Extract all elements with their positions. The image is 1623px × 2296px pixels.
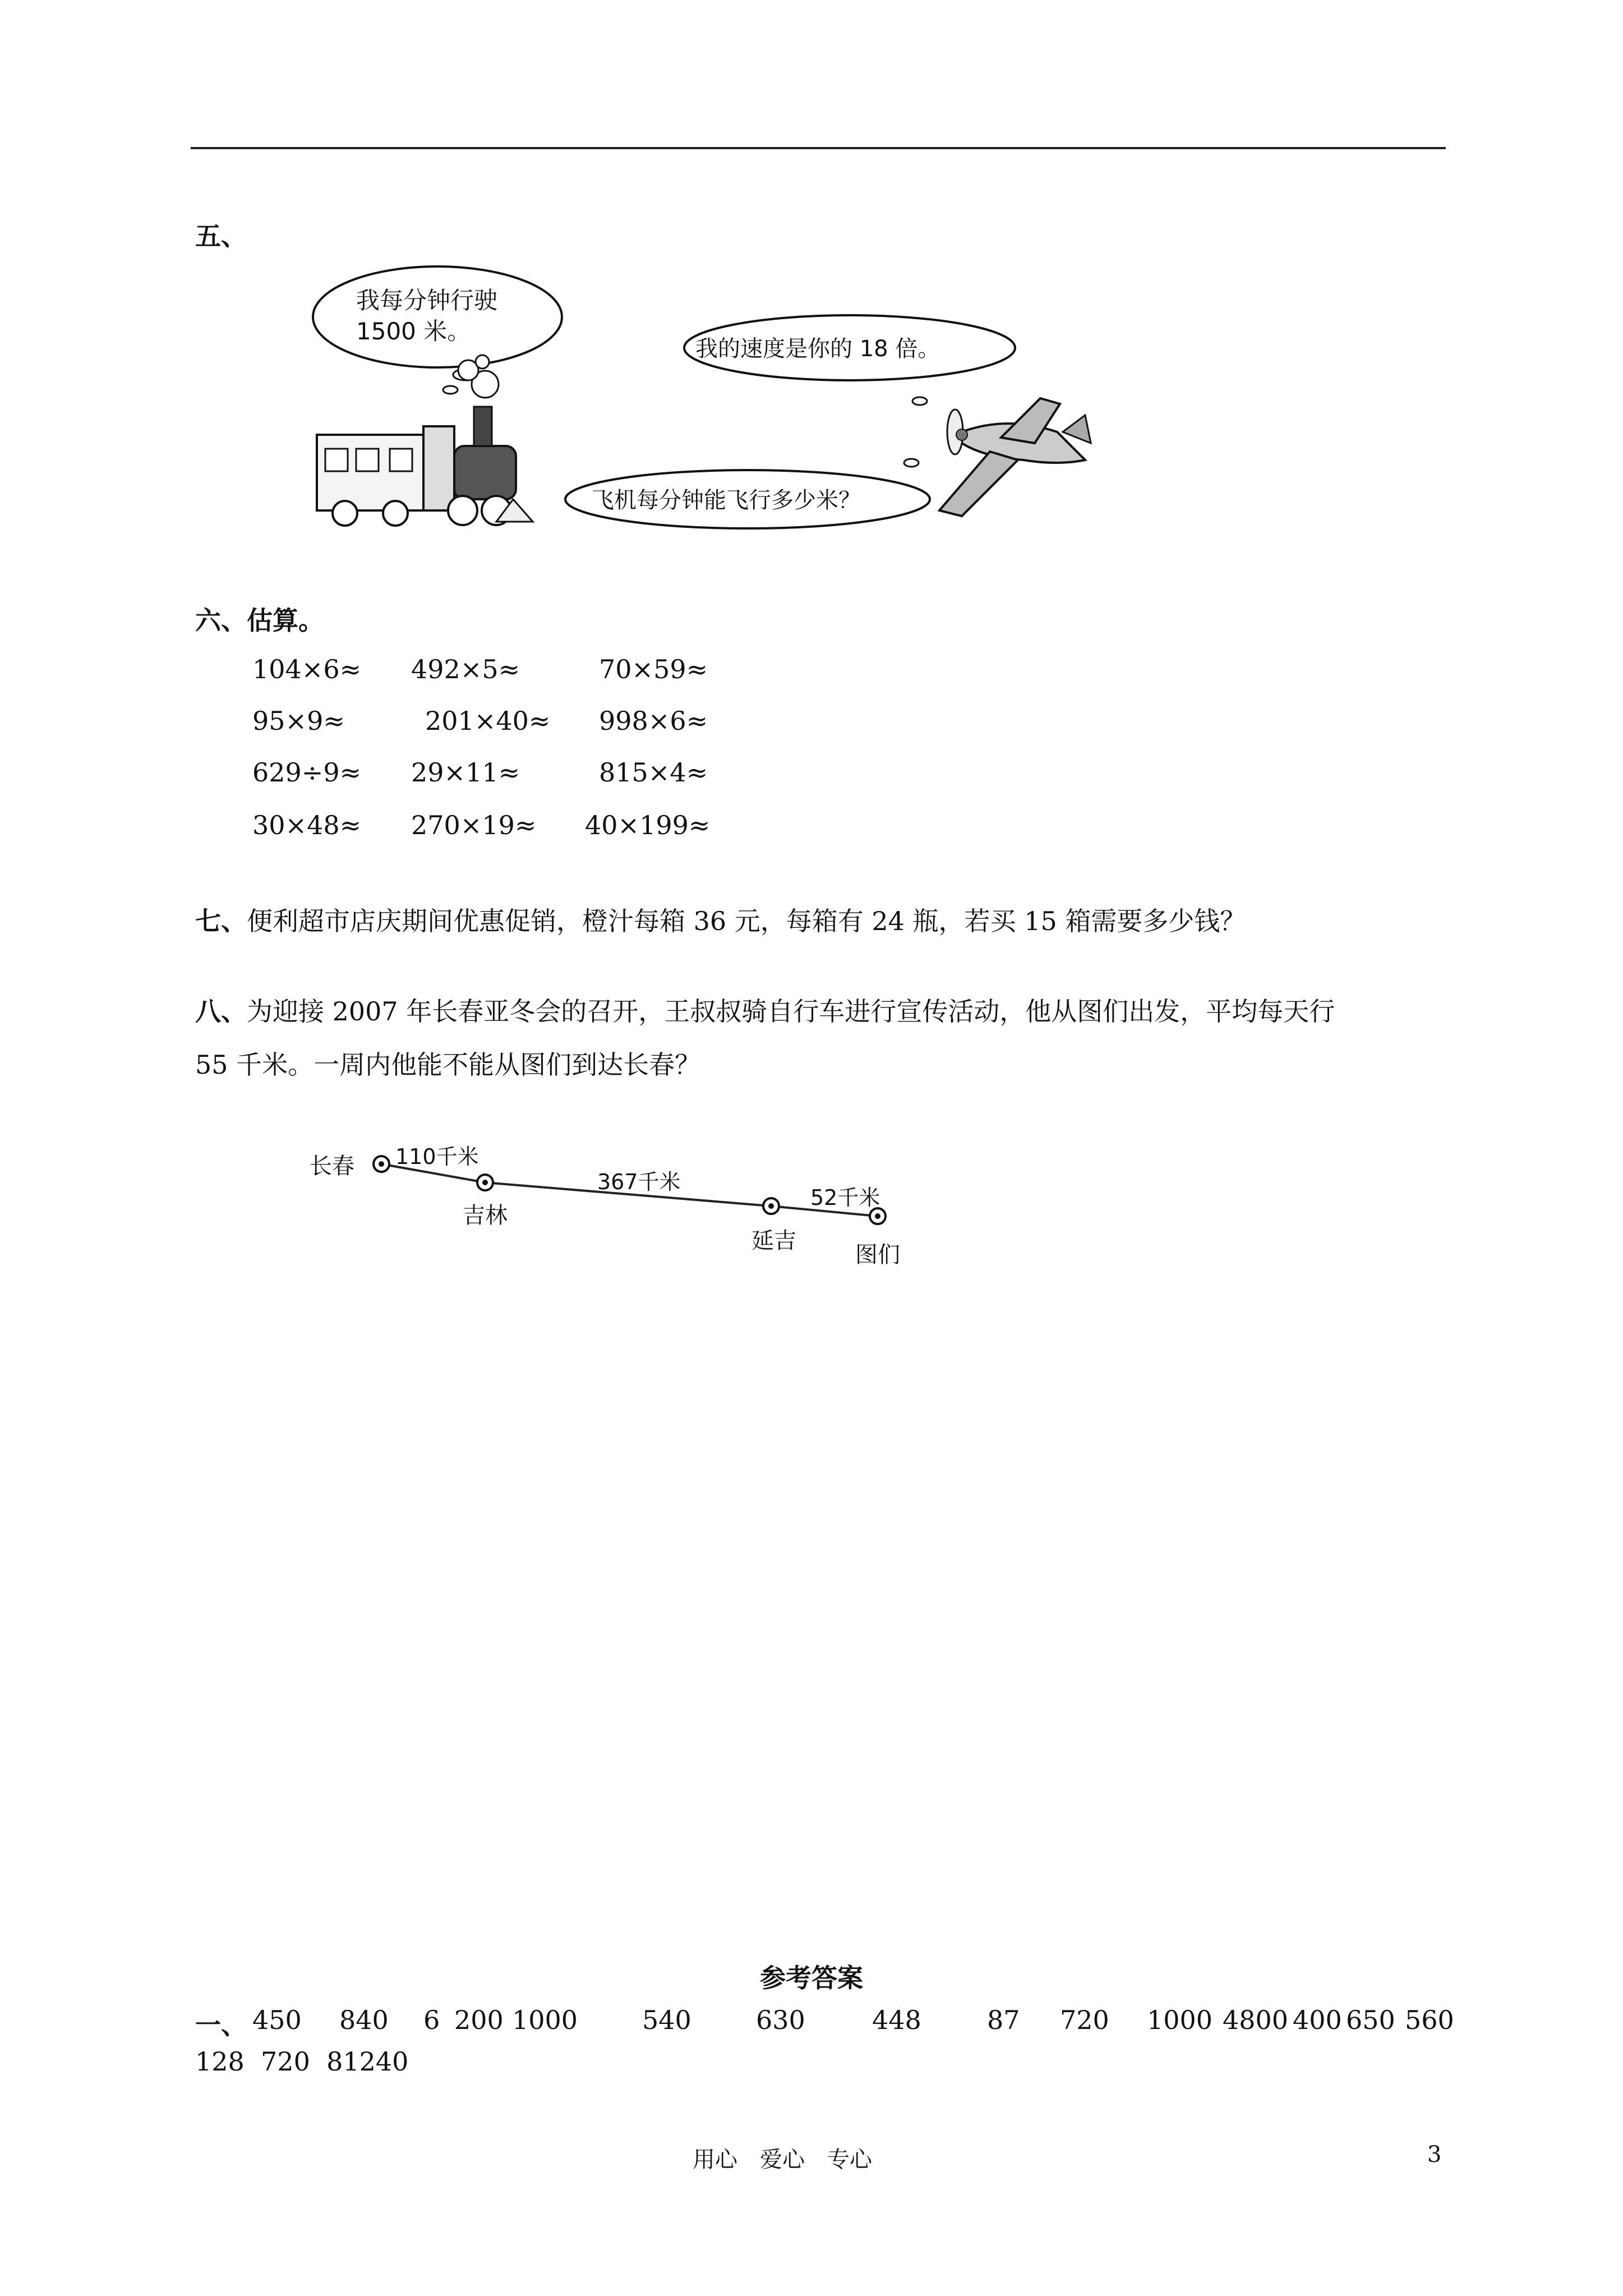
- distance-label-changchun-jilin: 110千米: [395, 1144, 479, 1169]
- estimation-item: 104×6≈: [252, 654, 362, 684]
- train-bubble-line1: 我每分钟行驶: [356, 287, 498, 314]
- train-plane-illustration: [311, 264, 1096, 533]
- answer-value: 448: [872, 2005, 921, 2035]
- station-marker-jilin: [477, 1175, 493, 1190]
- page-number: 3: [1427, 2142, 1442, 2168]
- estimation-item: 70×59≈: [599, 654, 708, 684]
- estimation-item: 201×40≈: [425, 706, 551, 736]
- estimation-item: 629÷9≈: [252, 757, 362, 788]
- answer-value: 450: [252, 2005, 302, 2035]
- plane-bubble-text: 我的速度是你的 18 倍。: [695, 336, 940, 362]
- station-label-jilin: 吉林: [463, 1203, 508, 1228]
- estimation-item: 270×19≈: [411, 810, 537, 840]
- answers-line2: 128 720 81240: [195, 2046, 409, 2077]
- station-label-yanji: 延吉: [751, 1228, 796, 1254]
- answer-value: 650: [1346, 2005, 1395, 2035]
- answer-value: 1000: [512, 2005, 578, 2035]
- answer-value: 87: [987, 2005, 1020, 2035]
- station-marker-yanji: [763, 1198, 779, 1214]
- answer-value: 540: [642, 2005, 691, 2035]
- question-speech-bubble: [565, 459, 930, 528]
- estimation-item: 40×199≈: [585, 810, 711, 840]
- section-6-label: 六、估算。: [195, 605, 324, 636]
- header-rule: [191, 147, 1446, 149]
- answer-value: 1000: [1147, 2005, 1213, 2035]
- answers-title: 参考答案: [760, 1963, 863, 1993]
- question-bubble-text: 飞机每分钟能飞行多少米？: [592, 487, 861, 513]
- section-5-label: 五、: [195, 221, 247, 251]
- section-8-text-line1: 为迎接 2007 年长春亚冬会的召开，王叔叔骑自行车进行宣传活动，他从图们出发，平均每天行: [247, 996, 1335, 1027]
- distance-label-jilin-yanji: 367千米: [597, 1170, 681, 1194]
- answer-value: 4800: [1223, 2005, 1289, 2035]
- section-8-text-line2: 55 千米。一周内他能不能从图们到达长春？: [195, 1050, 701, 1080]
- section-7-text: 便利超市店庆期间优惠促销，橙汁每箱 36 元，每箱有 24 瓶，若买 15 箱需要多少钱？: [247, 906, 1246, 936]
- distance-label-yanji-tumen: 52千米: [810, 1185, 880, 1210]
- answer-value: 200: [454, 2005, 504, 2035]
- answer-value: 6: [423, 2005, 440, 2035]
- estimation-item: 29×11≈: [411, 757, 520, 788]
- section-7: [195, 901, 1246, 938]
- answer-value: 560: [1405, 2005, 1454, 2035]
- steam-train-icon: [317, 355, 533, 526]
- propeller-plane-icon: [939, 398, 1091, 516]
- estimation-item: 492×5≈: [411, 654, 520, 684]
- train-bubble-line2: 1500 米。: [356, 318, 471, 345]
- estimation-item: 95×9≈: [252, 706, 345, 736]
- estimation-item: 30×48≈: [252, 810, 362, 840]
- answers-line1-label: 一、: [195, 2010, 247, 2040]
- answer-value: 720: [1060, 2005, 1109, 2035]
- footer-motto: 用心 爱心 专心: [693, 2147, 872, 2173]
- section-8-line1: [195, 991, 1335, 1028]
- station-label-changchun: 长春: [310, 1153, 354, 1179]
- plane-speech-bubble: [684, 315, 1015, 405]
- station-label-tumen: 图们: [855, 1242, 900, 1268]
- answer-value: 630: [756, 2005, 805, 2035]
- answer-value: 400: [1293, 2005, 1342, 2035]
- station-marker-tumen: [870, 1208, 886, 1224]
- section-8-label: 八、: [195, 996, 247, 1027]
- estimation-item: 998×6≈: [599, 706, 708, 736]
- route-map: [303, 1133, 920, 1279]
- station-marker-changchun: [374, 1156, 389, 1172]
- train-speech-bubble: [313, 266, 562, 394]
- answer-value: 840: [339, 2005, 389, 2035]
- section-7-label: 七、: [195, 906, 247, 936]
- estimation-item: 815×4≈: [599, 757, 708, 788]
